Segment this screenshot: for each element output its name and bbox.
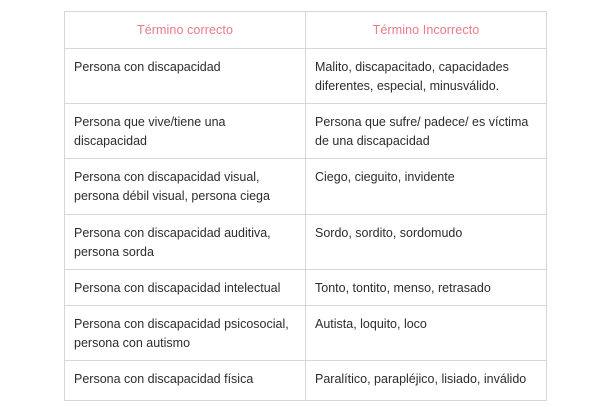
correct-term-cell: Persona que vive/tiene una discapacidad	[65, 104, 306, 159]
table-header	[65, 12, 547, 49]
correct-term-cell: Persona con discapacidad auditiva, persona sorda	[65, 215, 306, 270]
table-body	[65, 49, 547, 401]
incorrect-term-cell: Ciego, cieguito, invidente	[306, 159, 547, 215]
correct-term-cell: Persona con discapacidad visual, persona débil visual, persona ciega	[65, 159, 306, 215]
incorrect-term-cell: Sordo, sordito, sordomudo	[306, 215, 547, 270]
incorrect-term-cell: Paralítico, parapléjico, lisiado, inválido	[306, 361, 547, 401]
correct-term-cell: Persona con discapacidad	[65, 49, 306, 104]
incorrect-term-cell: Autista, loquito, loco	[306, 306, 547, 361]
incorrect-term-cell: Tonto, tontito, menso, retrasado	[306, 270, 547, 306]
table-row	[65, 215, 547, 270]
header-incorrect-term: Término Incorrecto	[306, 12, 547, 49]
terminology-table	[64, 11, 547, 401]
header-row	[65, 12, 547, 49]
correct-term-cell: Persona con discapacidad psicosocial, persona con autismo	[65, 306, 306, 361]
table-row	[65, 306, 547, 361]
header-correct-term: Término correcto	[65, 12, 306, 49]
table-row	[65, 270, 547, 306]
table-row	[65, 104, 547, 159]
table-row	[65, 361, 547, 401]
correct-term-cell: Persona con discapacidad física	[65, 361, 306, 401]
table-row	[65, 49, 547, 104]
incorrect-term-cell: Persona que sufre/ padece/ es víctima de una discapacidad	[306, 104, 547, 159]
incorrect-term-cell: Malito, discapacitado, capacidades diferentes, especial, minusválido.	[306, 49, 547, 104]
correct-term-cell: Persona con discapacidad intelectual	[65, 270, 306, 306]
table-row	[65, 159, 547, 215]
